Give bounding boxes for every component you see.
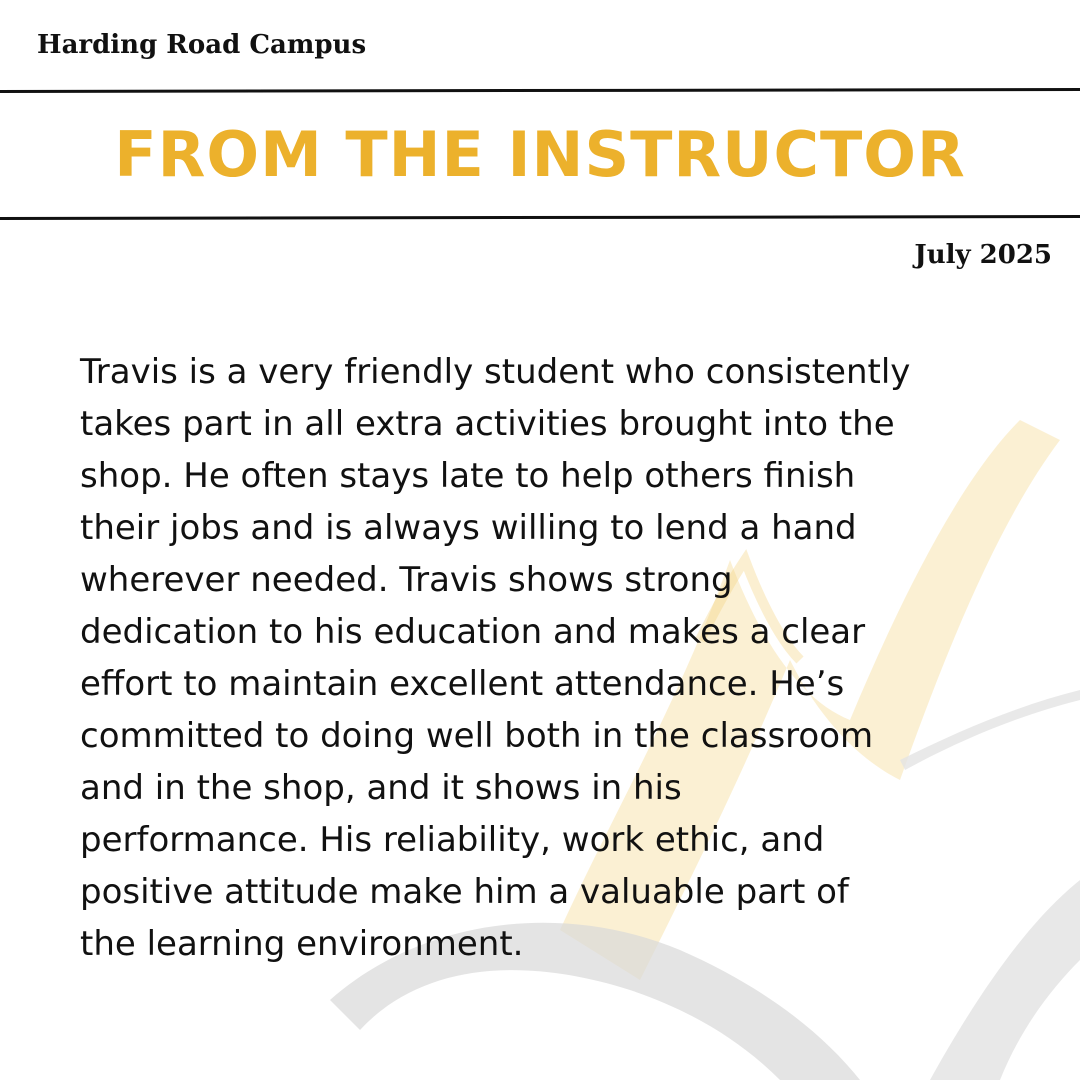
message-line: and in the shop, and it shows in his [80, 768, 682, 808]
message-line: their jobs and is always willing to lend a hand [80, 508, 857, 548]
message-line: performance. His reliability, work ethic, and [80, 820, 825, 860]
message-line: the learning environment. [80, 924, 524, 964]
message-line: positive attitude make him a valuable part of [80, 872, 849, 912]
message-line: dedication to his education and makes a clear [80, 612, 866, 652]
message-line: takes part in all extra activities brought into the [80, 404, 895, 444]
message-line: committed to doing well both in the classroom [80, 716, 874, 756]
instructor-message [80, 346, 1020, 970]
message-line: effort to maintain excellent attendance. He’s [80, 664, 845, 704]
message-line: Travis is a very friendly student who consistently [80, 352, 911, 392]
message-line: shop. He often stays late to help others finish [80, 456, 856, 496]
campus-name: Harding Road Campus [37, 30, 367, 60]
message-line: wherever needed. Travis shows strong [80, 560, 733, 600]
issue-date: July 2025 [914, 240, 1052, 270]
page-title: FROM THE INSTRUCTOR [114, 118, 966, 191]
